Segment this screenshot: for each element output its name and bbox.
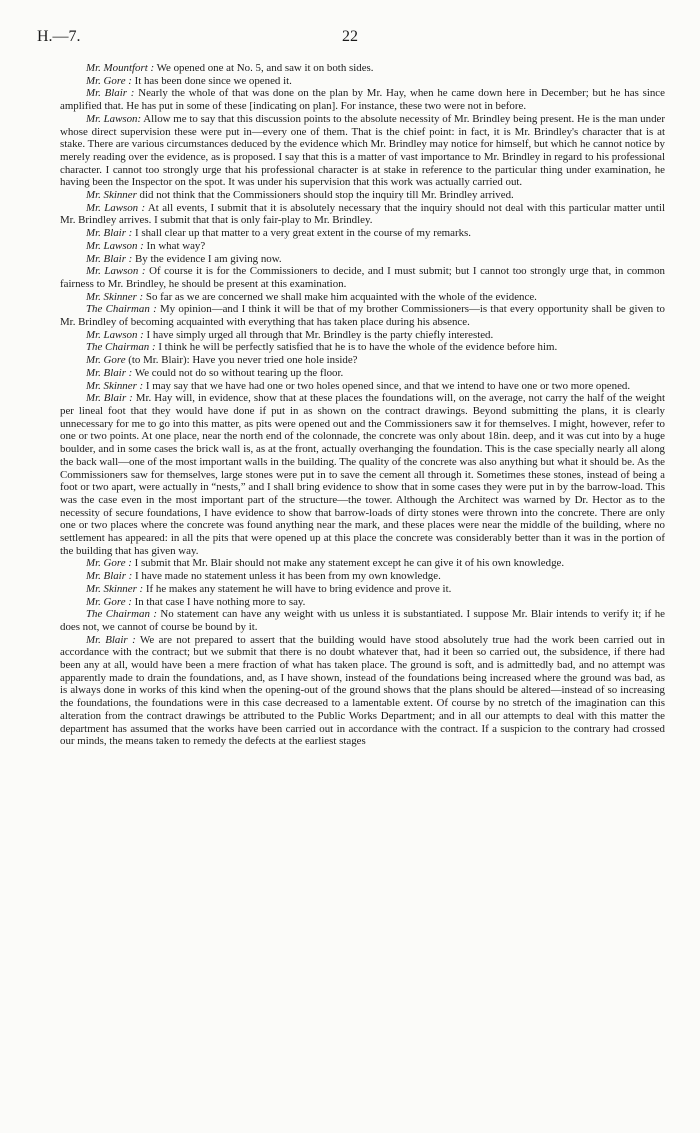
paragraph (60, 392, 665, 557)
speaker: Mr. Blair : (86, 392, 133, 405)
speaker: Mr. Skinner : (86, 582, 144, 595)
paragraph (60, 240, 665, 253)
paragraph-text: My opinion—and I think it will be that of my brother Commissioners—is that every opportunity shall be given to Mr. Brindley of becoming acquainted with everything that has taken place during his absence. (60, 303, 665, 329)
paragraph-text: Allow me to say that this discussion points to the absolute necessity of Mr. Brindley being present. He is the man under whose direct supervision these were put in—every one of them. That is the chief point: in fact, it is Mr. Brindley's character that is at stake. There are various circumstances deduced by the evidence which Mr. Brindley may notice for himself, but which he cannot notice by merely reading over the evidence, as is proposed. I say that this is a matter of vast importance to Mr. Brindley in regard to his professional character. I cannot too strongly urge that his professional character is at stake in reference to the particular thing under examination, he having been the Inspector on the spot. It was under his supervision that this work was actually carried out. (60, 112, 665, 189)
paragraph (60, 380, 665, 393)
paragraph-text: I may say that we have had one or two holes opened since, and that we intend to have one or two more opened. (143, 379, 631, 392)
paragraph (60, 75, 665, 88)
speaker: Mr. Gore : (86, 557, 132, 570)
paragraph (60, 608, 665, 633)
speaker: The Chairman : (86, 608, 157, 621)
paragraph-text: I think he will be perfectly satisfied that he is to have the whole of the evidence before him. (155, 341, 558, 354)
paragraph (60, 596, 665, 609)
paragraph-text: Mr. Hay will, in evidence, show that at these places the foundations will, on the average, not carry the half of the weight per lineal foot that they would have done if put in as shown on the contract drawings. Beyond submitting the plans, it is clearly unnecessary for me to go into this matter, as pits were opened out and the Commissioners saw it for themselves. I might, however, refer to one or two points. At one place, near the north end of the colonnade, the concrete was only about 18in. deep, and it was cut into by a huge boulder, and in some cases the brick wall is, as at the front, actually overhanging the foundation. This is the case specially nearly all along the back wall—one of the most important walls in the building. The quality of the concrete was also anything but what it should be. As the Commissioners saw for themselves, large stones were put in to save the cement all through it. Sometimes these stones, instead of being a foot or two apart, were actually in “nests,” and I shall bring evidence to show that in some cases they were put in by the barrow-load. This was the case even in the most important part of the structure—the tower. Although the Architect was warned by Dr. Hector as to the necessity of secure foundations, I have evidence to show that barrow-loads of dirty stones were thrown into the concrete. There are only one or two places where the concrete was found anything near the mark, and these places were near the middle of the building, where no settlement has appeared: in all the pits that were opened up at this place the concrete was considerably better than it was in the portion of the building that has given way. (60, 392, 665, 557)
document-reference: H.—7. (37, 28, 81, 45)
speaker: Mr. Blair : (86, 252, 133, 265)
paragraph (60, 570, 665, 583)
document-body (60, 62, 665, 748)
paragraph (60, 634, 665, 748)
paragraph-text: By the evidence I am giving now. (132, 252, 282, 265)
paragraph (60, 341, 665, 354)
paragraph-text: Nearly the whole of that was done on the plan by Mr. Hay, when he came down here in December; but he has since amplified that. He has put in some of these [indicating on plan]. For instance, these two were not in before. (60, 87, 665, 113)
paragraph (60, 329, 665, 342)
paragraph-text: I have simply urged all through that Mr. Brindley is the party chiefly interested. (143, 328, 494, 341)
speaker: Mr. Lawson: (86, 112, 142, 125)
speaker: Mr. Blair : (86, 633, 136, 646)
paragraph-text: No statement can have any weight with us unless it is substantiated. I suppose Mr. Blair intends to verify it; if he does not, we cannot of course be bound by it. (60, 608, 665, 633)
speaker: Mr. Skinner : (86, 290, 144, 303)
paragraph-text: We could not do so without tearing up the floor. (132, 366, 344, 379)
paragraph (60, 62, 665, 75)
paragraph-text: We are not prepared to assert that the building would have stood absolutely true had the work been carried out in accordance with the contract; but we submit that there is no doubt whatever that, had it been so carried out, the subsidence, if there had been any at all, would have been a mere fraction of what has taken place. The ground is soft, and is admittedly bad, and no attempt was apparently made to drain the foundations, and, as I have shown, instead of the foundations being increased where the ground was bad, as is always done in works of this kind when the opening-out of the ground shows that the plans should be altered—instead of so increasing the foundations, the foundations were in this case decreased to a lamentable extent. Of course by no stretch of the imagination can this alteration from the contract drawings be attributed to the Public Works Department; and in all our attempts to deal with this matter the department has assumed that the works have been carried out in accordance with the contract. If a suspicion to the contrary had crossed our minds, the means taken to remedy the defects at the earliest stages (60, 633, 665, 748)
paragraph (60, 202, 665, 227)
paragraph-text: did not think that the Commissioners should stop the inquiry till Mr. Brindley arrived. (136, 189, 514, 202)
speaker: Mr. Blair : (86, 227, 133, 240)
paragraph-text: In that case I have nothing more to say. (131, 595, 306, 608)
speaker: Mr. Gore : (86, 74, 132, 87)
paragraph (60, 557, 665, 570)
speaker: Mr. Lawson : (86, 265, 146, 278)
paragraph-text: In what way? (143, 239, 206, 252)
paragraph (60, 291, 665, 304)
speaker: Mr. Blair : (86, 87, 135, 100)
paragraph (60, 253, 665, 266)
paragraph-text: Of course it is for the Commissioners to decide, and I must submit; but I cannot too strongly urge that, in common fairness to Mr. Brindley, he should be present at this examination. (60, 265, 665, 290)
paragraph (60, 303, 665, 328)
paragraph-text: It has been done since we opened it. (131, 74, 292, 87)
paragraph-text: I shall clear up that matter to a very great extent in the course of my remarks. (132, 227, 471, 240)
paragraph (60, 354, 665, 367)
page-header (37, 28, 663, 50)
speaker: Mr. Blair : (86, 570, 133, 583)
speaker: Mr. Blair : (86, 366, 133, 379)
paragraph (60, 189, 665, 202)
speaker: The Chairman : (86, 341, 156, 354)
speaker: Mr. Lawson : (86, 201, 146, 214)
paragraph-text: We opened one at No. 5, and saw it on both sides. (154, 62, 374, 74)
paragraph-text: I submit that Mr. Blair should not make any statement except he can give it of his own knowledge. (131, 557, 565, 570)
speaker: Mr. Gore : (86, 595, 132, 608)
paragraph (60, 265, 665, 290)
paragraph-text: At all events, I submit that it is absolutely necessary that the inquiry should not deal with this particular matter until Mr. Brindley arrives. I submit that that is only fair-play to Mr. Brindley. (60, 201, 665, 227)
paragraph-text: If he makes any statement he will have to bring evidence and prove it. (143, 582, 452, 595)
page-number: 22 (342, 28, 358, 45)
paragraph (60, 87, 665, 112)
paragraph-text: (to Mr. Blair): Have you never tried one hole inside? (125, 354, 358, 367)
paragraph (60, 367, 665, 380)
paragraph (60, 113, 665, 189)
speaker: Mr. Lawson : (86, 328, 144, 341)
paragraph-text: I have made no statement unless it has been from my own knowledge. (132, 570, 441, 583)
paragraph-text: So far as we are concerned we shall make him acquainted with the whole of the evidence. (143, 290, 537, 303)
speaker: Mr. Lawson : (86, 239, 144, 252)
paragraph (60, 583, 665, 596)
speaker: Mr. Mountfort : (86, 62, 155, 74)
paragraph (60, 227, 665, 240)
speaker: Mr. Skinner : (86, 379, 144, 392)
speaker: The Chairman : (86, 303, 157, 316)
speaker: Mr. Gore (86, 354, 126, 367)
speaker: Mr. Skinner (86, 189, 137, 202)
